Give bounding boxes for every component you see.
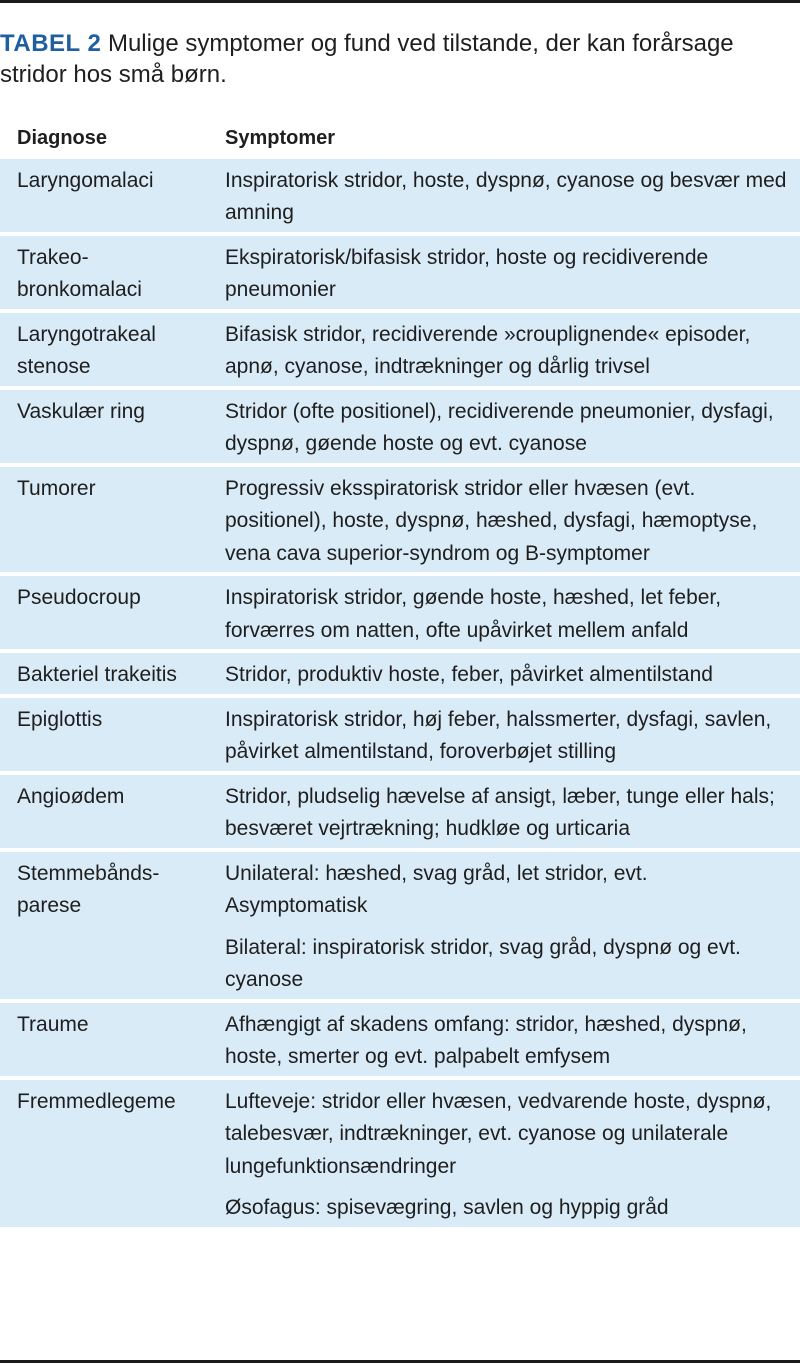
symptoms-cell xyxy=(213,465,800,575)
diagnosis-cell: Angioødem xyxy=(0,773,213,850)
table-row xyxy=(0,388,800,465)
symptoms-paragraph: Inspiratorisk stridor, hoste, dyspnø, cyanose og besvær med amning xyxy=(225,168,787,224)
diagnosis-cell: Stemmebånds- parese xyxy=(0,850,213,1001)
symptoms-paragraph: Ekspiratorisk/bifasisk stridor, hoste og recidiverende pneumonier xyxy=(225,245,709,301)
table-header-row xyxy=(0,118,800,159)
bottom-rule xyxy=(0,1360,800,1363)
symptoms-paragraph: Progressiv eksspiratorisk stridor eller hvæsen (evt. positionel), hoste, dyspnø, hæshed, dysfagi, hæmoptyse, vena cava superior-syndrom og B-symptomer xyxy=(225,476,758,565)
diagnosis-cell: Traume xyxy=(0,1001,213,1078)
table-body xyxy=(0,159,800,1229)
diagnosis-cell: Laryngotrakeal stenose xyxy=(0,311,213,388)
diagnosis-table xyxy=(0,118,800,1231)
table-row xyxy=(0,234,800,311)
table-row xyxy=(0,1078,800,1229)
symptoms-paragraph: Stridor, pludselig hævelse af ansigt, læber, tunge eller hals; besværet vejrtrækning; hudkløe og urticaria xyxy=(225,784,775,840)
diagnosis-cell: Pseudocroup xyxy=(0,574,213,651)
header-diagnosis: Diagnose xyxy=(0,118,213,159)
symptoms-cell xyxy=(213,311,800,388)
table-row xyxy=(0,1001,800,1078)
symptoms-cell xyxy=(213,1001,800,1078)
symptoms-paragraph: Lufteveje: stridor eller hvæsen, vedvarende hoste, dyspnø, talebesvær, indtrækninger, evt. cyanose og unilaterale lungefunktionsændringer xyxy=(225,1089,772,1178)
table-row xyxy=(0,850,800,1001)
table-label: TABEL 2 xyxy=(0,30,102,57)
diagnosis-cell: Epiglottis xyxy=(0,696,213,773)
symptoms-cell xyxy=(213,773,800,850)
top-rule xyxy=(0,0,800,3)
table-caption xyxy=(0,28,780,90)
symptoms-cell xyxy=(213,388,800,465)
table-row xyxy=(0,159,800,234)
table-row xyxy=(0,651,800,696)
symptoms-paragraph: Bilateral: inspiratorisk stridor, svag gråd, dyspnø og evt. cyanose xyxy=(225,935,741,991)
symptoms-cell xyxy=(213,234,800,311)
symptoms-cell xyxy=(213,574,800,651)
diagnosis-cell: Tumorer xyxy=(0,465,213,575)
table-row xyxy=(0,311,800,388)
table-row xyxy=(0,465,800,575)
symptoms-cell xyxy=(213,850,800,1001)
symptoms-paragraph: Unilateral: hæshed, svag gråd, let stridor, evt. Asymptomatisk xyxy=(225,861,648,917)
symptoms-cell xyxy=(213,1078,800,1229)
table-row xyxy=(0,574,800,651)
symptoms-cell xyxy=(213,651,800,696)
diagnosis-cell: Bakteriel trakeitis xyxy=(0,651,213,696)
symptoms-paragraph: Stridor (ofte positionel), recidiverende pneumonier, dysfagi, dyspnø, gøende hoste og evt. cyanose xyxy=(225,399,774,455)
diagnosis-cell: Laryngomalaci xyxy=(0,159,213,234)
table-row xyxy=(0,773,800,850)
symptoms-cell xyxy=(213,159,800,234)
header-symptoms: Symptomer xyxy=(213,118,800,159)
symptoms-cell xyxy=(213,696,800,773)
symptoms-paragraph: Inspiratorisk stridor, gøende hoste, hæshed, let feber, forværres om natten, ofte upåvirket mellem anfald xyxy=(225,586,722,642)
symptoms-paragraph: Øsofagus: spisevægring, savlen og hyppig gråd xyxy=(225,1196,669,1219)
symptoms-paragraph: Afhængigt af skadens omfang: stridor, hæshed, dyspnø, hoste, smerter og evt. palpabelt emfysem xyxy=(225,1012,747,1068)
symptoms-paragraph: Bifasisk stridor, recidiverende »crouplignende« episoder, apnø, cyanose, indtrækninger og dårlig trivsel xyxy=(225,322,751,378)
diagnosis-cell: Fremmedlegeme xyxy=(0,1078,213,1229)
diagnosis-cell: Vaskulær ring xyxy=(0,388,213,465)
symptoms-paragraph: Inspiratorisk stridor, høj feber, halssmerter, dysfagi, savlen, påvirket almentilstand, foroverbøjet stilling xyxy=(225,707,772,763)
diagnosis-cell: Trakeo- bronkomalaci xyxy=(0,234,213,311)
table-row xyxy=(0,696,800,773)
caption-text: Mulige symptomer og fund ved tilstande, der kan forårsage stridor hos små børn. xyxy=(0,30,734,88)
symptoms-paragraph: Stridor, produktiv hoste, feber, påvirket almentilstand xyxy=(225,663,713,686)
